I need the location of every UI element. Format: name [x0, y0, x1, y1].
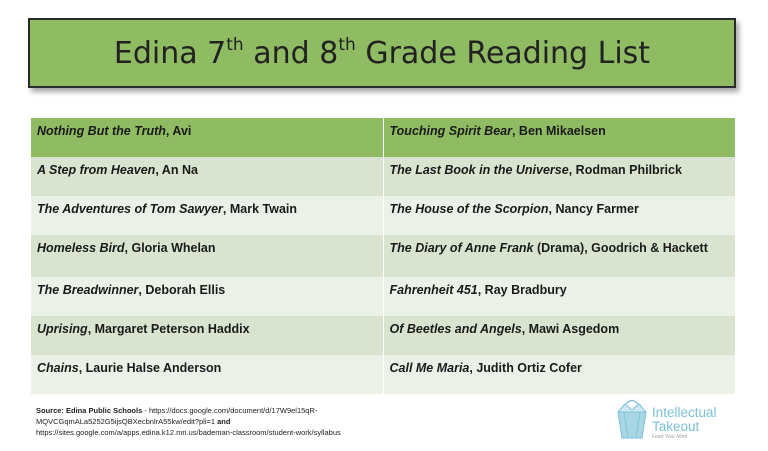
- book-cell: Uprising, Margaret Peterson Haddix: [31, 316, 383, 355]
- title-banner: [28, 18, 736, 88]
- table-row: [31, 235, 735, 277]
- book-cell: Fahrenheit 451, Ray Bradbury: [383, 277, 735, 316]
- table-row: [31, 196, 735, 235]
- table-row: [31, 316, 735, 355]
- book-cell: The Diary of Anne Frank (Drama), Goodrich & Hackett: [383, 235, 735, 277]
- takeout-box-icon: [612, 398, 652, 442]
- book-cell: A Step from Heaven, An Na: [31, 157, 383, 196]
- logo-text: Intellectual Takeout Feed Your Mind: [652, 405, 717, 440]
- book-cell: Call Me Maria, Judith Ortiz Cofer: [383, 355, 735, 394]
- page-title: Edina 7th and 8th Grade Reading List: [113, 34, 651, 71]
- table-row: [31, 157, 735, 196]
- intellectual-takeout-logo: [612, 398, 742, 442]
- book-cell: The Last Book in the Universe, Rodman Philbrick: [383, 157, 735, 196]
- book-cell: The House of the Scorpion, Nancy Farmer: [383, 196, 735, 235]
- source-citation: Source: Edina Public Schools - https://docs.google.com/document/d/17W9el15qR-MQVCGqmALa5252G5ijsQBXecbnlrA55kw/edit?pli=1 and https://sites.google.com/a/apps.edina.k12.mn.us/bademan-classroom/student-work/syllabus: [36, 406, 341, 437]
- book-cell: Chains, Laurie Halse Anderson: [31, 355, 383, 394]
- book-cell: Nothing But the Truth, Avi: [31, 118, 383, 157]
- table-row: [31, 355, 735, 394]
- table-row: [31, 118, 735, 157]
- book-cell: The Breadwinner, Deborah Ellis: [31, 277, 383, 316]
- table-row: [31, 277, 735, 316]
- book-cell: Touching Spirit Bear, Ben Mikaelsen: [383, 118, 735, 157]
- book-cell: Homeless Bird, Gloria Whelan: [31, 235, 383, 277]
- reading-list-table: [31, 118, 736, 394]
- book-cell: Of Beetles and Angels, Mawi Asgedom: [383, 316, 735, 355]
- book-cell: The Adventures of Tom Sawyer, Mark Twain: [31, 196, 383, 235]
